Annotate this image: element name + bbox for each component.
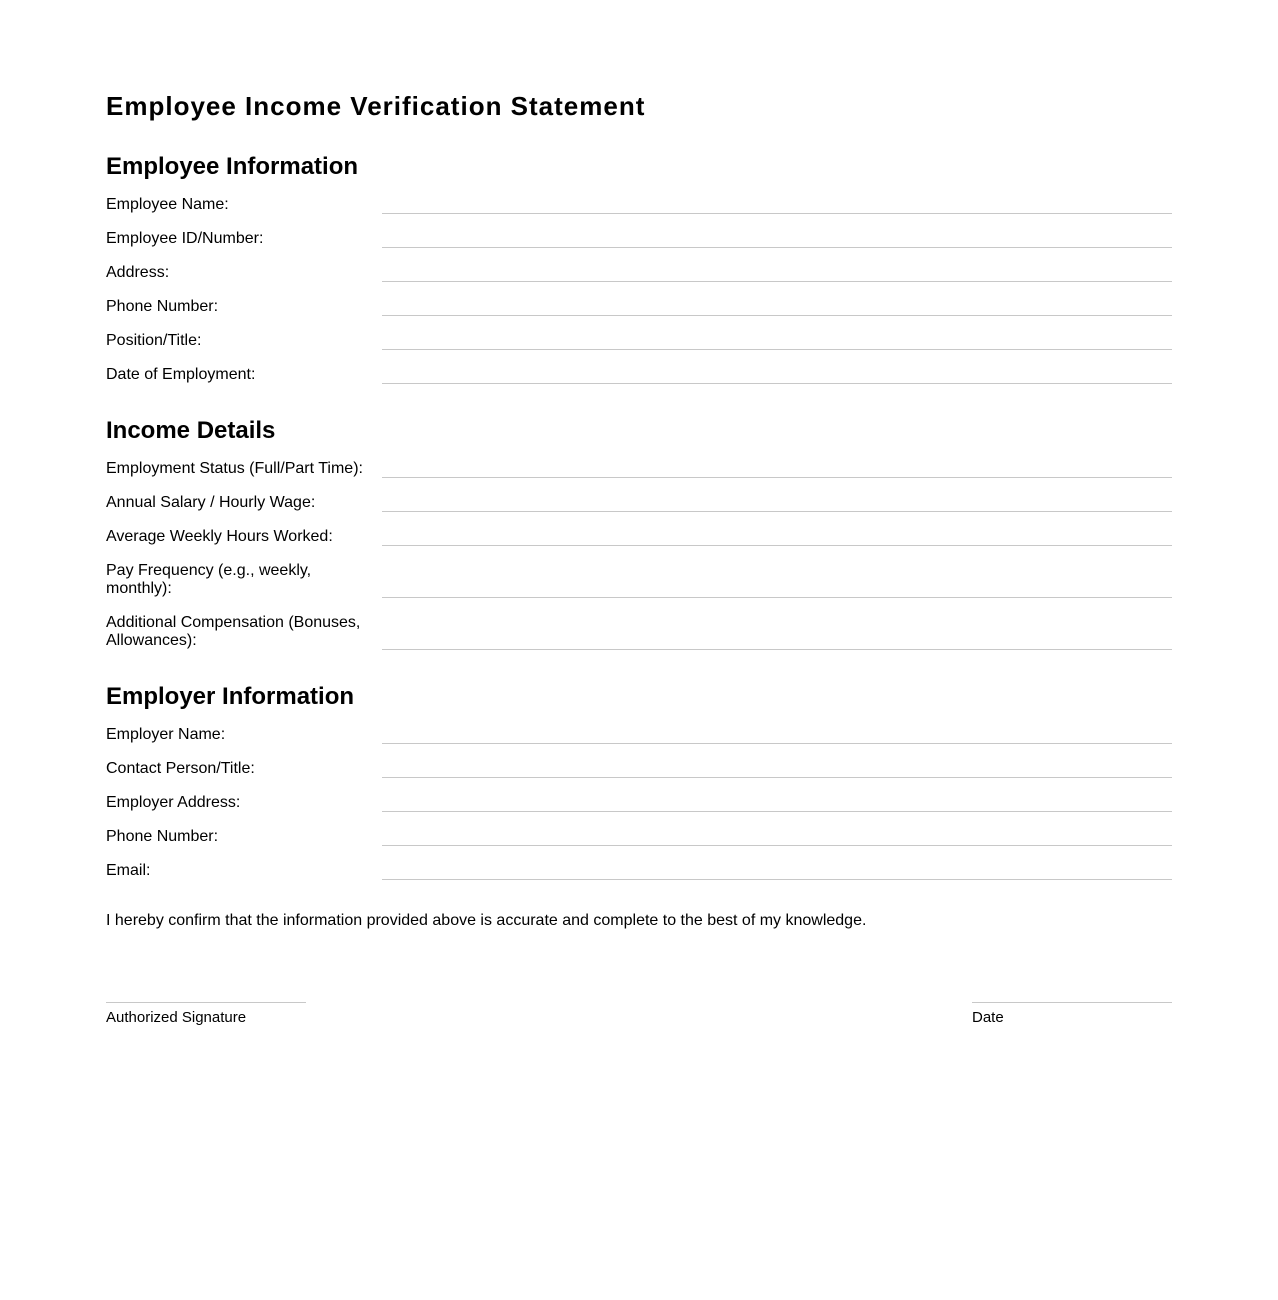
field-label: Employee Name: bbox=[106, 196, 229, 213]
field-input-line[interactable] bbox=[382, 545, 1172, 546]
field-label: Employment Status (Full/Part Time): bbox=[106, 460, 363, 477]
field-input-line[interactable] bbox=[382, 349, 1172, 350]
field-label: Pay Frequency (e.g., weekly, monthly): bbox=[106, 562, 312, 597]
field-input-line[interactable] bbox=[382, 743, 1172, 744]
field-label: Contact Person/Title: bbox=[106, 760, 255, 777]
field-input-line[interactable] bbox=[382, 879, 1172, 880]
field-input-line[interactable] bbox=[382, 811, 1172, 812]
field-label: Employer Address: bbox=[106, 794, 241, 811]
date-line[interactable] bbox=[972, 1002, 1172, 1003]
field-input-line[interactable] bbox=[382, 777, 1172, 778]
confirmation-statement: I hereby confirm that the information provided above is accurate and complete to the best of my knowledge. bbox=[106, 912, 867, 929]
field-label: Employer Name: bbox=[106, 726, 226, 743]
field-input-line[interactable] bbox=[382, 315, 1172, 316]
field-label: Position/Title: bbox=[106, 332, 202, 349]
field-input-line[interactable] bbox=[382, 649, 1172, 650]
field-input-line[interactable] bbox=[382, 383, 1172, 384]
field-label: Email: bbox=[106, 862, 151, 879]
field-input-line[interactable] bbox=[382, 477, 1172, 478]
field-input-line[interactable] bbox=[382, 281, 1172, 282]
section-heading-income-details: Income Details bbox=[106, 417, 276, 444]
signature-label: Authorized Signature bbox=[106, 1009, 247, 1026]
field-input-line[interactable] bbox=[382, 247, 1172, 248]
field-label: Phone Number: bbox=[106, 828, 219, 845]
field-input-line[interactable] bbox=[382, 845, 1172, 846]
field-label: Address: bbox=[106, 264, 170, 281]
field-input-line[interactable] bbox=[382, 597, 1172, 598]
field-label: Date of Employment: bbox=[106, 366, 256, 383]
date-label: Date bbox=[972, 1009, 1004, 1026]
signature-line[interactable] bbox=[106, 1002, 306, 1003]
field-input-line[interactable] bbox=[382, 511, 1172, 512]
field-label: Average Weekly Hours Worked: bbox=[106, 528, 333, 545]
signature-block bbox=[106, 1002, 306, 1026]
field-label: Phone Number: bbox=[106, 298, 219, 315]
field-label: Employee ID/Number: bbox=[106, 230, 264, 247]
section-heading-employee-information: Employee Information bbox=[106, 153, 359, 180]
field-input-line[interactable] bbox=[382, 213, 1172, 214]
field-label: Additional Compensation (Bonuses, Allowances): bbox=[106, 614, 361, 649]
field-label: Annual Salary / Hourly Wage: bbox=[106, 494, 316, 511]
date-block bbox=[972, 1002, 1172, 1026]
section-heading-employer-information: Employer Information bbox=[106, 683, 355, 710]
page-title: Employee Income Verification Statement bbox=[106, 91, 646, 121]
